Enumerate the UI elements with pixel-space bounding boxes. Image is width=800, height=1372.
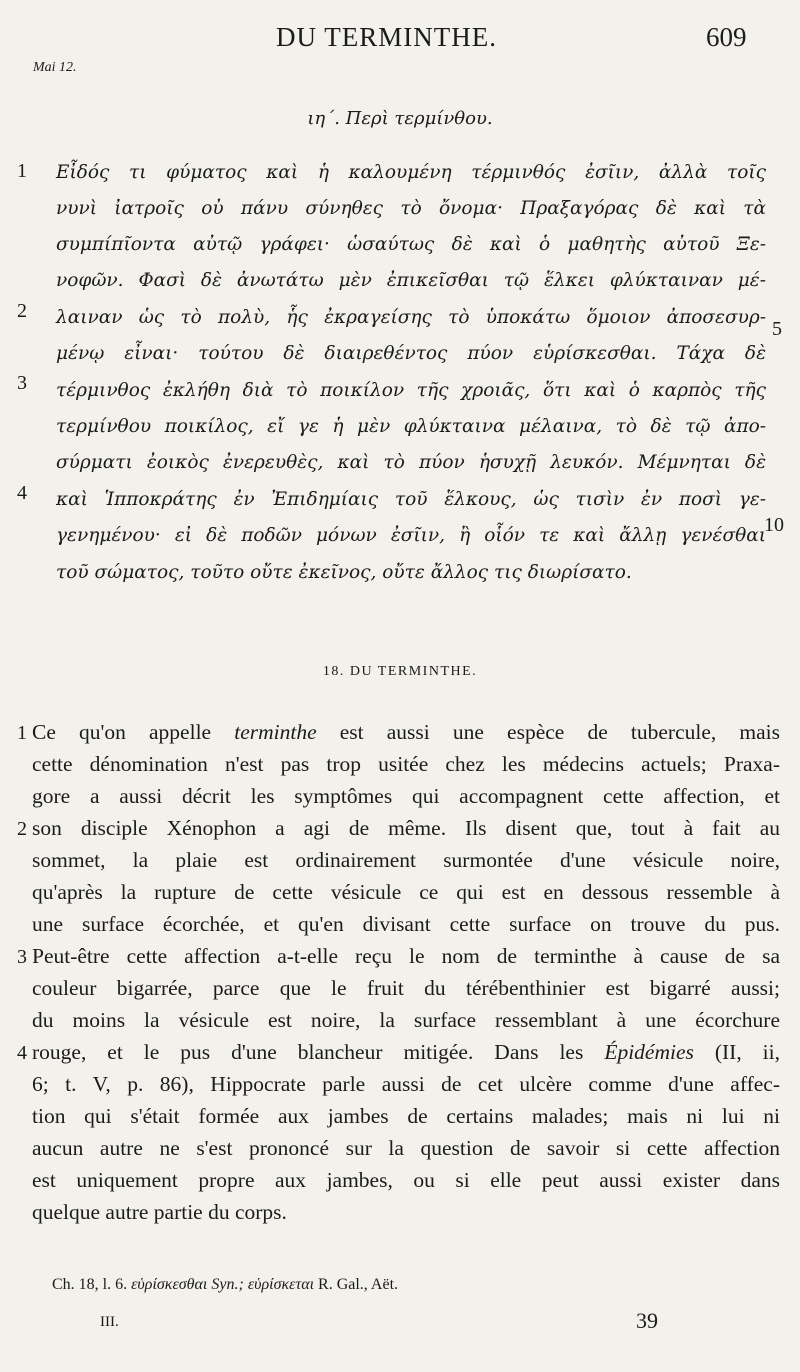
french-italic-title: Épidémies: [604, 1040, 694, 1064]
apparatus-witness: Syn.;: [211, 1276, 244, 1293]
french-margin-number: 3: [17, 946, 27, 968]
signature-mark: III.: [100, 1314, 119, 1330]
running-title: DU TERMINTHE.: [276, 22, 497, 52]
french-text-run: Ce qu'on appelle: [32, 720, 235, 744]
greek-line: λαιναν ὡς τὸ πολὺ, ἧς ἐκραγείσης τὸ ὑποκάτω ὅμοιον ἀποσεσυρ-: [56, 307, 766, 328]
french-line: est uniquement propre aux jambes, ou si elle peut aussi exister dans: [32, 1168, 780, 1192]
french-line: aucun autre ne s'est prononcé sur la question de savoir si cette affection: [32, 1136, 780, 1160]
apparatus-lemma: εὑρίσκεσθαι: [131, 1276, 208, 1293]
french-margin-number: 4: [17, 1042, 27, 1064]
critical-apparatus: [52, 1276, 398, 1294]
french-text-run: est aussi une espèce de tubercule, mais: [316, 720, 780, 744]
french-italic-term: terminthe: [234, 720, 317, 744]
french-line: quelque autre partie du corps.: [32, 1200, 287, 1224]
french-line: son disciple Xénophon a agi de même. Ils disent que, tout à fait au: [32, 816, 780, 840]
greek-line: νοφῶν. Φασὶ δὲ ἀνωτάτω μὲν ἐπικεῖσθαι τῷ ἕλκει φλύκταιναν μέ-: [56, 270, 766, 291]
date-note: Mai 12.: [33, 60, 77, 75]
apparatus-variant: εὑρίσκεται: [247, 1276, 315, 1293]
greek-line: Εἶδός τι φύματος καὶ ἡ καλουμένη τέρμινθός ἐσῖιν, ἀλλὰ τοῖς: [56, 162, 766, 183]
french-line: cette dénomination n'est pas trop usitée chez les médecins actuels; Praxa-: [32, 752, 780, 776]
greek-margin-number: 4: [17, 482, 27, 504]
running-head: [0, 22, 800, 56]
greek-margin-number: 3: [17, 372, 27, 394]
french-line: qu'après la rupture de cette vésicule ce qui est en dessous ressemble à: [32, 880, 780, 904]
greek-margin-number: 1: [17, 160, 27, 182]
french-line: [32, 716, 780, 748]
french-chapter-heading: 18. DU TERMINTHE.: [322, 664, 478, 679]
french-text-run: rouge, et le pus d'une blancheur mitigée. Dans les: [32, 1040, 584, 1064]
greek-line: τοῦ σώματος, τοῦτο οὔτε ἐκεῖνος, οὔτε ἄλλος τις διωρίσατο.: [56, 562, 632, 583]
french-line: tion qui s'était formée aux jambes de certains malades; mais ni lui ni: [32, 1104, 780, 1128]
french-margin-number: 1: [17, 722, 27, 744]
french-line: gore a aussi décrit les symptômes qui accompagnent cette affection, et: [32, 784, 780, 808]
greek-chapter-heading: ιη΄. Περὶ τερμίνθου.: [307, 108, 493, 129]
greek-line: σύρματι ἐοικὸς ἐνερευθὲς, καὶ τὸ πύον ἡσυχῇ λευκόν. Μέμνηται δὲ: [56, 452, 766, 473]
greek-line: γενημένου· εἰ δὲ ποδῶν μόνων ἐσῖιν, ἢ οἷόν τε καὶ ἄλλῃ γενέσθαι: [56, 525, 766, 546]
greek-line: νυνὶ ἰατροῖς οὐ πάνυ σύνηθες τὸ ὄνομα· Πραξαγόρας δὲ καὶ τὰ: [56, 198, 766, 219]
french-line: sommet, la plaie est ordinairement surmontée d'une vésicule noire,: [32, 848, 780, 872]
french-line: du moins la vésicule est noire, la surface ressemblant à une écorchure: [32, 1008, 780, 1032]
gathering-number: 39: [636, 1308, 658, 1333]
french-line: [32, 1036, 780, 1068]
apparatus-reference: Ch. 18, l. 6.: [52, 1276, 128, 1293]
french-line: une surface écorchée, et qu'en divisant cette surface on trouve du pus.: [32, 912, 780, 936]
french-line: Peut-être cette affection a-t-elle reçu le nom de terminthe à cause de sa: [32, 944, 780, 968]
page-number: 609: [706, 22, 747, 52]
greek-line: συμπίπῖοντα αὐτῷ γράφει· ὡσαύτως δὲ καὶ ὁ μαθητὴς αὐτοῦ Ξε-: [56, 234, 766, 255]
greek-margin-number: 2: [17, 300, 27, 322]
greek-line-number: 10: [764, 514, 784, 536]
french-line: 6; t. V, p. 86), Hippocrate parle aussi de cet ulcère comme d'une affec-: [32, 1072, 780, 1096]
greek-line: τέρμινθος ἐκλήθη διὰ τὸ ποικίλον τῆς χροιᾶς, ὅτι καὶ ὁ καρπὸς τῆς: [56, 380, 766, 401]
french-line: couleur bigarrée, parce que le fruit du térébenthinier est bigarré aussi;: [32, 976, 780, 1000]
french-text-run: (II, ii,: [693, 1040, 781, 1064]
french-margin-number: 2: [17, 818, 27, 840]
greek-line-number: 5: [772, 318, 782, 340]
apparatus-witness: R. Gal., Aët.: [318, 1276, 399, 1293]
greek-line: καὶ Ἱπποκράτης ἐν Ἐπιδημίαις τοῦ ἕλκους, ὡς τισὶν ἐν ποσὶ γε-: [56, 489, 766, 510]
greek-line: τερμίνθου ποικίλος, εἴ γε ἡ μὲν φλύκταινα μέλαινα, τὸ δὲ τῷ ἀπο-: [56, 416, 766, 437]
greek-line: μένῳ εἶναι· τούτου δὲ διαιρεθέντος πύον εὑρίσκεσθαι. Τάχα δὲ: [56, 343, 766, 364]
